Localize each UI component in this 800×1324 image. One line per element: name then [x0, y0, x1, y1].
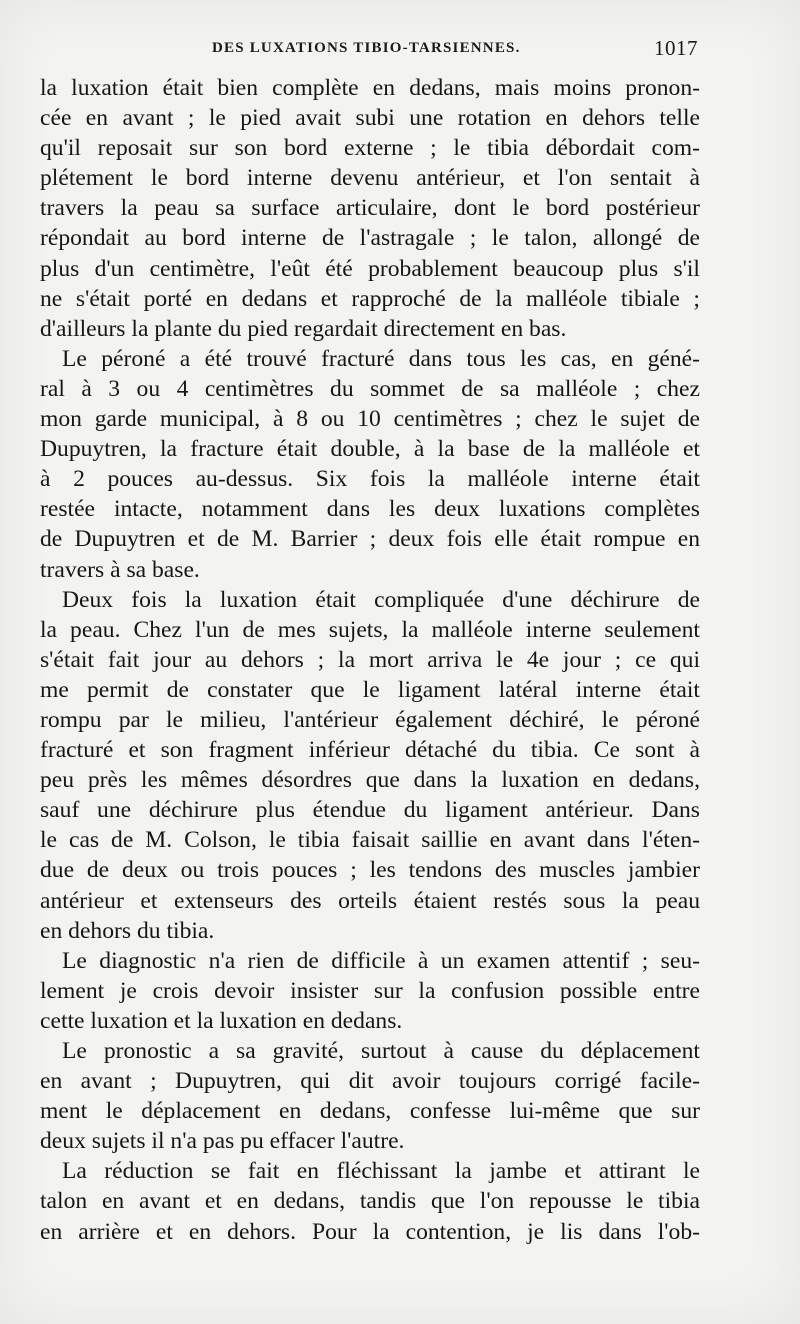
paragraph: [40, 1036, 700, 1156]
text-line: travers à sa base.: [40, 556, 200, 583]
text-line: restée intacte, notamment dans les deux luxations complètes: [40, 496, 700, 523]
paragraph: [40, 344, 700, 585]
text-line: rompu par le milieu, l'antérieur également déchiré, le péroné: [40, 706, 700, 733]
text-line: qu'il reposait sur son bord externe ; le tibia débordait com-: [40, 135, 700, 162]
text-line: à 2 pouces au-dessus. Six fois la malléole interne était: [40, 466, 700, 493]
text-line: répondait au bord interne de l'astragale ; le talon, allongé de: [40, 225, 700, 252]
text-line: antérieur et extenseurs des orteils étaient restés sous la peau: [40, 887, 700, 914]
text-line: plus d'un centimètre, l'eût été probablement beaucoup plus s'il: [40, 255, 700, 282]
text-line: deux sujets il n'a pas pu effacer l'autre.: [40, 1128, 405, 1155]
text-line: en dehors du tibia.: [40, 917, 215, 944]
text-line: s'était fait jour au dehors ; la mort arriva le 4e jour ; ce qui: [40, 646, 700, 673]
body-text: [40, 73, 700, 1247]
text-line: ne s'était porté en dedans et rapproché de la malléole tibiale ;: [40, 285, 700, 312]
text-line: Dupuytren, la fracture était double, à la base de la malléole et: [40, 436, 700, 463]
text-line: ral à 3 ou 4 centimètres du sommet de sa malléole ; chez: [40, 375, 700, 402]
paragraph: [40, 1156, 700, 1246]
text-line: La réduction se fait en fléchissant la jambe et attirant le: [62, 1158, 700, 1185]
text-line: la peau. Chez l'un de mes sujets, la malléole interne seulement: [40, 616, 700, 643]
text-line: plétement le bord interne devenu antérieur, et l'on sentait à: [40, 165, 700, 192]
text-line: d'ailleurs la plante du pied regardait directement en bas.: [40, 315, 567, 342]
text-line: talon en avant et en dedans, tandis que l'on repousse le tibia: [40, 1188, 700, 1215]
text-line: peu près les mêmes désordres que dans la luxation en dedans,: [40, 767, 700, 794]
text-line: cette luxation et la luxation en dedans.: [40, 1007, 403, 1034]
text-line: fracturé et son fragment inférieur détaché du tibia. Ce sont à: [40, 737, 700, 764]
text-line: en avant ; Dupuytren, qui dit avoir toujours corrigé facile-: [40, 1068, 700, 1095]
text-line: Le diagnostic n'a rien de difficile à un examen attentif ; seu-: [62, 947, 700, 974]
page-number: 1017: [654, 36, 698, 60]
text-line: travers la peau sa surface articulaire, dont le bord postérieur: [40, 195, 700, 222]
text-line: la luxation était bien complète en dedans, mais moins pronon-: [40, 75, 700, 101]
text-line: de Dupuytren et de M. Barrier ; deux fois elle était rompue en: [40, 526, 700, 553]
text-line: Le pronostic a sa gravité, surtout à cause du déplacement: [62, 1038, 700, 1064]
paragraph: [40, 585, 700, 946]
text-line: en arrière et en dehors. Pour la contention, je lis dans l'ob-: [40, 1218, 700, 1245]
text-line: Le péroné a été trouvé fracturé dans tous les cas, en géné-: [62, 345, 700, 372]
text-line: mon garde municipal, à 8 ou 10 centimètres ; chez le sujet de: [40, 406, 700, 433]
page-header: [40, 38, 700, 64]
text-line: lement je crois devoir insister sur la confusion possible entre: [40, 977, 700, 1004]
text-line: le cas de M. Colson, le tibia faisait saillie en avant dans l'éten-: [40, 827, 700, 854]
text-line: cée en avant ; le pied avait subi une rotation en dehors telle: [40, 105, 700, 132]
text-line: Deux fois la luxation était compliquée d'une déchirure de: [62, 586, 700, 613]
paragraph: [40, 73, 700, 344]
running-head: DES LUXATIONS TIBIO-TARSIENNES.: [212, 40, 521, 56]
text-line: ment le déplacement en dedans, confesse lui-même que sur: [40, 1098, 700, 1125]
text-line: sauf une déchirure plus étendue du ligament antérieur. Dans: [40, 797, 700, 824]
paragraph: [40, 946, 700, 1036]
text-line: due de deux ou trois pouces ; les tendons des muscles jambier: [40, 857, 700, 884]
text-line: me permit de constater que le ligament latéral interne était: [40, 676, 700, 703]
